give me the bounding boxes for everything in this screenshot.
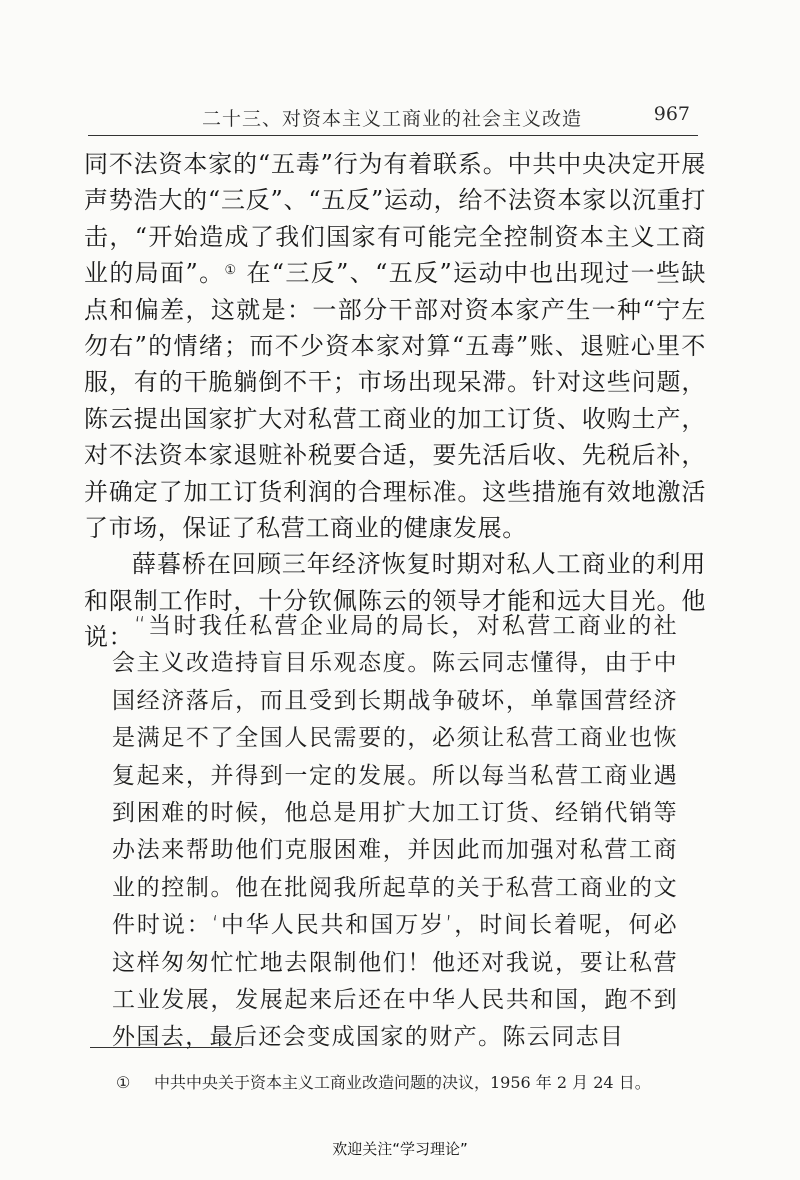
- footnote: [116, 1072, 706, 1094]
- page-number: 967: [653, 103, 690, 125]
- quote-text: “当时我任私营企业局的局长，对私营工商业的社会主义改造持盲目乐观态度。陈云同志懂得，由于中国经济落后，而且受到长期战争破坏，单靠国营经济是满足不了全国人民需要的，必须让私营工商业也恢复起来，并得到一定的发展。所以每当私营工商业遇到困难的时候，他总是用扩大加工订货、经销代销等办法来帮助他们克服困难，并因此而加强对私营工商业的控制。他在批阅我所起草的关于私营工商业的文件时说：‘中华人民共和国万岁’，时间长着呢，何必这样匆匆忙忙地去限制他们！他还对我说，要让私营工业发展，发展起来后还在中华人民共和国，跑不到外国去，最后还会变成国家的财产。陈云同志目: [112, 613, 678, 1051]
- paragraph-1: [84, 146, 706, 546]
- chapter-title: 二十三、对资本主义工商业的社会主义改造: [201, 108, 582, 130]
- block-quote: [112, 608, 678, 1057]
- footnote-reference[interactable]: ①: [224, 263, 238, 279]
- watermark-caption: 欢迎关注“学习理论”: [332, 1140, 468, 1158]
- footnote-divider: [90, 1047, 242, 1048]
- paragraph-1-text-continued: 在“三反”、“五反”运动中也出现过一些缺点和偏差，这就是：一部分干部对资本家产生一种“宁左勿右”的情绪；而不少资本家对算“五毒”账、退赃心里不服，有的干脆躺倒不干；市场出现呆滞。针对这些问题，陈云提出国家扩大对私营工商业的加工订货、收购土产，对不法资本家退赃补税要合适，要先活后收、先税后补，并确定了加工订货利润的合理标准。这些措施有效地激活了市场，保证了私营工商业的健康发展。: [84, 259, 706, 543]
- paragraph-1-text: 同不法资本家的“五毒”行为有着联系。中共中央决定开展声势浩大的“三反”、“五反”运动，给不法资本家以沉重打击，“开始造成了我们国家有可能完全控制资本主义工商业的局面”。: [84, 150, 706, 288]
- body-text: [84, 146, 706, 656]
- footnote-marker: ①: [116, 1073, 131, 1092]
- paragraph-2: 薛暮桥在回顾三年经济恢复时期对私人工商业的利用和限制工作时，十分钦佩陈云的领导才能和远大目光。他说：: [84, 550, 706, 652]
- running-header: [88, 102, 696, 132]
- header-divider: [88, 135, 698, 136]
- footnote-text: 中共中央关于资本主义工商业改造问题的决议，1956 年 2 月 24 日。: [154, 1073, 651, 1092]
